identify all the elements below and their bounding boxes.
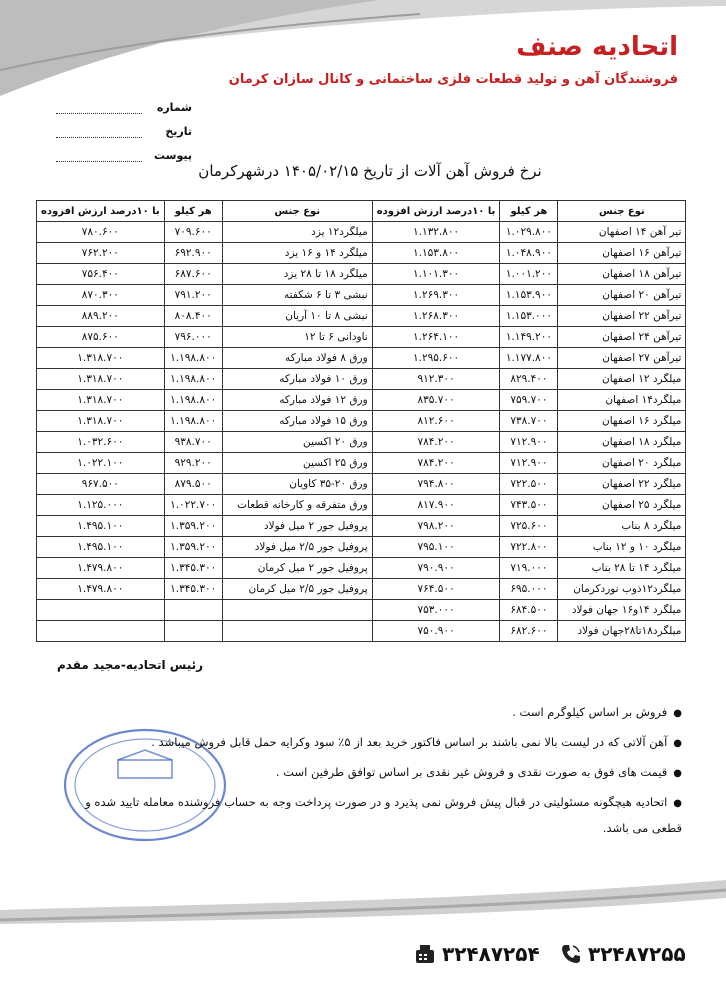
left-with-vat-cell: ۱.۳۱۸.۷۰۰ [37,348,165,369]
right-with-vat-cell: ۱.۲۶۹.۳۰۰ [372,285,500,306]
right-per-kilo-cell: ۷۱۹.۰۰۰ [500,558,558,579]
header-per-kilo-right: هر کیلو [500,201,558,222]
right-type-cell: میلگرد ۱۰ و ۱۲ بناب [558,537,686,558]
right-type-cell: تیر آهن ۱۴ اصفهان [558,222,686,243]
right-with-vat-cell: ۷۸۴.۲۰۰ [372,453,500,474]
left-with-vat-cell: ۸۸۹.۲۰۰ [37,306,165,327]
left-with-vat-cell: ۸۷۵.۶۰۰ [37,327,165,348]
left-type-cell: ورق ۲۵ اکسین [222,453,372,474]
right-with-vat-cell: ۸۳۵.۷۰۰ [372,390,500,411]
left-with-vat-cell: ۷۶۲.۲۰۰ [37,243,165,264]
left-type-cell: ورق ۱۰ فولاد مبارکه [222,369,372,390]
right-type-cell: تیرآهن ۱۶ اصفهان [558,243,686,264]
table-row [37,600,686,621]
right-type-cell: میلگرد ۲۵ اصفهان [558,495,686,516]
price-list-title: نرخ فروش آهن آلات از تاریخ ۱۴۰۵/۰۲/۱۵ درشهرکرمان [198,162,542,180]
meta-number-line [56,101,142,114]
left-per-kilo-cell: ۷۹۶.۰۰۰ [164,327,222,348]
right-per-kilo-cell: ۷۱۲.۹۰۰ [500,432,558,453]
table-row [37,432,686,453]
right-per-kilo-cell: ۷۴۳.۵۰۰ [500,495,558,516]
right-type-cell: تیرآهن ۲۴ اصفهان [558,327,686,348]
left-with-vat-cell: ۸۷۰.۳۰۰ [37,285,165,306]
bullet-icon: ● [673,738,682,749]
meta-date-row [52,114,192,138]
header-per-kilo-left: هر کیلو [164,201,222,222]
table-row [37,369,686,390]
table-row [37,243,686,264]
left-type-cell: میلگرد۱۲ یزد [222,222,372,243]
left-type-cell: پروفیل جور ۲/۵ میل کرمان [222,579,372,600]
left-type-cell: ورق ۱۵ فولاد مبارکه [222,411,372,432]
left-per-kilo-cell: ۶۹۲.۹۰۰ [164,243,222,264]
table-row [37,453,686,474]
right-per-kilo-cell: ۱.۰۰۱.۲۰۰ [500,264,558,285]
table-row [37,621,686,642]
right-per-kilo-cell: ۷۲۲.۵۰۰ [500,474,558,495]
left-with-vat-cell: ۱.۰۲۲.۱۰۰ [37,453,165,474]
right-with-vat-cell: ۷۹۸.۲۰۰ [372,516,500,537]
table-row [37,516,686,537]
left-type-cell: نبشی ۳ تا ۶ شکفته [222,285,372,306]
left-with-vat-cell: ۱.۱۲۵.۰۰۰ [37,495,165,516]
table-row [37,264,686,285]
right-with-vat-cell: ۸۱۲.۶۰۰ [372,411,500,432]
right-with-vat-cell: ۱.۱۵۳.۸۰۰ [372,243,500,264]
right-with-vat-cell: ۱.۲۶۴.۱۰۰ [372,327,500,348]
right-with-vat-cell: ۷۸۴.۲۰۰ [372,432,500,453]
left-with-vat-cell: ۹۶۷.۵۰۰ [37,474,165,495]
left-type-cell: ورق ۲۰ اکسین [222,432,372,453]
right-type-cell: میلگرد ۱۴ تا ۲۸ بناب [558,558,686,579]
right-type-cell: میلگرد ۸ بناب [558,516,686,537]
table-row [37,327,686,348]
right-type-cell: تیرآهن ۲۰ اصفهان [558,285,686,306]
right-with-vat-cell: ۱.۲۶۸.۳۰۰ [372,306,500,327]
right-per-kilo-cell: ۷۳۸.۷۰۰ [500,411,558,432]
right-per-kilo-cell: ۷۲۲.۸۰۰ [500,537,558,558]
right-type-cell: تیرآهن ۲۲ اصفهان [558,306,686,327]
right-type-cell: میلگرد ۲۲ اصفهان [558,474,686,495]
table-row [37,537,686,558]
right-per-kilo-cell: ۱.۰۲۹.۸۰۰ [500,222,558,243]
note-item [62,730,682,756]
right-with-vat-cell: ۱.۱۰۱.۳۰۰ [372,264,500,285]
right-per-kilo-cell: ۱.۱۷۷.۸۰۰ [500,348,558,369]
note-text: قیمت های فوق به صورت نقدی و فروش غیر نقدی بر اساس توافق طرفین است . [275,765,668,779]
right-type-cell: میلگرد ۱۶ اصفهان [558,411,686,432]
note-item [62,700,682,726]
right-with-vat-cell: ۷۶۴.۵۰۰ [372,579,500,600]
meta-attachment-label: پیوست [154,149,192,162]
note-text: اتحادیه هیچگونه مسئولیتی در قبال پیش فروش نمی پذیرد و در صورت پرداخت وجه به حساب فروشنده معامله تایید شده و قطعی می باشد. [85,795,682,835]
right-per-kilo-cell: ۶۹۵.۰۰۰ [500,579,558,600]
left-with-vat-cell: ۱.۳۱۸.۷۰۰ [37,390,165,411]
left-type-cell: ورق ۸ فولاد مبارکه [222,348,372,369]
note-item [62,760,682,786]
right-with-vat-cell: ۱.۱۳۲.۸۰۰ [372,222,500,243]
fax-number [414,942,540,966]
right-with-vat-cell: ۷۵۰.۹۰۰ [372,621,500,642]
table-row [37,411,686,432]
left-type-cell: میلگرد ۱۸ تا ۲۸ یزد [222,264,372,285]
left-type-cell: ورق متفرقه و کارخانه قطعات [222,495,372,516]
left-type-cell [222,600,372,621]
left-per-kilo-cell: ۷۰۹.۶۰۰ [164,222,222,243]
left-with-vat-cell: ۱.۴۷۹.۸۰۰ [37,579,165,600]
table-row [37,579,686,600]
left-type-cell: پروفیل جور ۲/۵ میل فولاد [222,537,372,558]
left-with-vat-cell: ۱.۴۷۹.۸۰۰ [37,558,165,579]
left-type-cell: نبشی ۸ تا ۱۰ آریان [222,306,372,327]
table-row [37,285,686,306]
right-type-cell: میلگرد ۱۸ اصفهان [558,432,686,453]
left-per-kilo-cell: ۷۹۱.۲۰۰ [164,285,222,306]
left-type-cell [222,621,372,642]
left-with-vat-cell: ۱.۴۹۵.۱۰۰ [37,537,165,558]
phone-icon [560,943,582,965]
left-per-kilo-cell: ۹۳۸.۷۰۰ [164,432,222,453]
left-type-cell: پروفیل جور ۲ میل کرمان [222,558,372,579]
left-with-vat-cell: ۱.۳۱۸.۷۰۰ [37,411,165,432]
header-with-vat-left: با ۱۰درصد ارزش افزوده [37,201,165,222]
price-table-wrap [36,200,686,642]
note-item [62,790,682,840]
notes-list [62,700,682,844]
left-per-kilo-cell [164,600,222,621]
header-with-vat-right: با ۱۰درصد ارزش افزوده [372,201,500,222]
left-with-vat-cell: ۱.۳۱۸.۷۰۰ [37,369,165,390]
right-per-kilo-cell: ۱.۱۵۳.۹۰۰ [500,285,558,306]
org-subtitle: فروشندگان آهن و تولید قطعات فلزی ساختمانی و کانال سازان کرمان [228,72,678,87]
note-text: فروش بر اساس کیلوگرم است . [512,705,668,719]
right-with-vat-cell: ۷۹۵.۱۰۰ [372,537,500,558]
left-per-kilo-cell: ۱.۱۹۸.۸۰۰ [164,390,222,411]
header-type-left: نوع جنس [222,201,372,222]
signature: رئیس اتحادیه-مجید مقدم [56,658,204,672]
left-with-vat-cell: ۷۸۰.۶۰۰ [37,222,165,243]
fax-icon [414,943,436,965]
table-header-row [37,201,686,222]
meta-number-label: شماره [156,101,192,114]
right-type-cell: تیرآهن ۱۸ اصفهان [558,264,686,285]
right-type-cell: میلگرد ۱۲ اصفهان [558,369,686,390]
right-per-kilo-cell: ۱.۱۵۳.۰۰۰ [500,306,558,327]
right-with-vat-cell: ۷۹۰.۹۰۰ [372,558,500,579]
left-per-kilo-cell [164,621,222,642]
right-with-vat-cell: ۷۹۴.۸۰۰ [372,474,500,495]
table-row [37,474,686,495]
right-type-cell: میلگرد۱۸تا۲۸جهان فولاد [558,621,686,642]
left-per-kilo-cell: ۱.۳۴۵.۳۰۰ [164,579,222,600]
right-with-vat-cell: ۹۱۲.۳۰۰ [372,369,500,390]
left-per-kilo-cell: ۱.۱۹۸.۸۰۰ [164,411,222,432]
table-row [37,306,686,327]
left-with-vat-cell: ۱.۴۹۵.۱۰۰ [37,516,165,537]
left-type-cell: ورق ۱۲ فولاد مبارکه [222,390,372,411]
meta-date-line [56,125,142,138]
phone-number-text: ۳۲۴۸۷۲۵۵ [588,942,686,966]
left-type-cell: پروفیل جور ۲ میل فولاد [222,516,372,537]
price-table [36,200,686,642]
left-per-kilo-cell: ۱.۳۵۹.۲۰۰ [164,537,222,558]
right-type-cell: میلگرد ۱۴و۱۶ جهان فولاد [558,600,686,621]
meta-attachment-row [52,138,192,162]
table-row [37,495,686,516]
fax-number-text: ۳۲۴۸۷۲۵۴ [442,942,540,966]
left-per-kilo-cell: ۱.۱۹۸.۸۰۰ [164,348,222,369]
right-with-vat-cell: ۷۵۳.۰۰۰ [372,600,500,621]
left-per-kilo-cell: ۱.۳۴۵.۳۰۰ [164,558,222,579]
contact-bar [400,940,686,970]
table-row [37,390,686,411]
header-type-right: نوع جنس [558,201,686,222]
left-with-vat-cell: ۱.۰۳۲.۶۰۰ [37,432,165,453]
meta-number-row [52,90,192,114]
right-type-cell: میلگرد۱۴ اصفهان [558,390,686,411]
right-type-cell: میلگرد۱۲ذوب نوردکرمان [558,579,686,600]
right-per-kilo-cell: ۷۲۵.۶۰۰ [500,516,558,537]
bullet-icon: ● [673,798,682,809]
right-type-cell: میلگرد ۲۰ اصفهان [558,453,686,474]
phone-number [560,942,686,966]
org-title: اتحادیه صنف [516,32,678,62]
left-per-kilo-cell: ۹۲۹.۲۰۰ [164,453,222,474]
right-per-kilo-cell: ۷۱۲.۹۰۰ [500,453,558,474]
left-per-kilo-cell: ۱.۱۹۸.۸۰۰ [164,369,222,390]
right-per-kilo-cell: ۱.۰۴۸.۹۰۰ [500,243,558,264]
left-per-kilo-cell: ۸۰۸.۴۰۰ [164,306,222,327]
letter-meta [52,90,192,162]
right-per-kilo-cell: ۶۸۲.۶۰۰ [500,621,558,642]
meta-attachment-line [56,149,142,162]
right-per-kilo-cell: ۱.۱۴۹.۲۰۰ [500,327,558,348]
left-with-vat-cell: ۷۵۶.۴۰۰ [37,264,165,285]
left-type-cell: ناودانی ۶ تا ۱۲ [222,327,372,348]
left-type-cell: میلگرد ۱۴ و ۱۶ یزد [222,243,372,264]
right-with-vat-cell: ۱.۲۹۵.۶۰۰ [372,348,500,369]
right-with-vat-cell: ۸۱۷.۹۰۰ [372,495,500,516]
table-row [37,348,686,369]
left-type-cell: ورق ۲۰-۳۵ کاویان [222,474,372,495]
right-per-kilo-cell: ۸۲۹.۴۰۰ [500,369,558,390]
meta-date-label: تاریخ [165,125,192,138]
bullet-icon: ● [673,768,682,779]
left-per-kilo-cell: ۱.۳۵۹.۲۰۰ [164,516,222,537]
table-row [37,222,686,243]
table-row [37,558,686,579]
right-type-cell: تیرآهن ۲۷ اصفهان [558,348,686,369]
left-with-vat-cell [37,621,165,642]
left-with-vat-cell [37,600,165,621]
left-per-kilo-cell: ۱.۰۲۲.۷۰۰ [164,495,222,516]
bullet-icon: ● [673,708,682,719]
left-per-kilo-cell: ۶۸۷.۶۰۰ [164,264,222,285]
left-per-kilo-cell: ۸۷۹.۵۰۰ [164,474,222,495]
right-per-kilo-cell: ۶۸۴.۵۰۰ [500,600,558,621]
right-per-kilo-cell: ۷۵۹.۷۰۰ [500,390,558,411]
note-text: آهن آلاتی که در لیست بالا نمی باشند بر اساس فاکتور خرید بعد از ۵٪ سود وکرایه حمل قابل فروش میباشد . [151,735,668,749]
